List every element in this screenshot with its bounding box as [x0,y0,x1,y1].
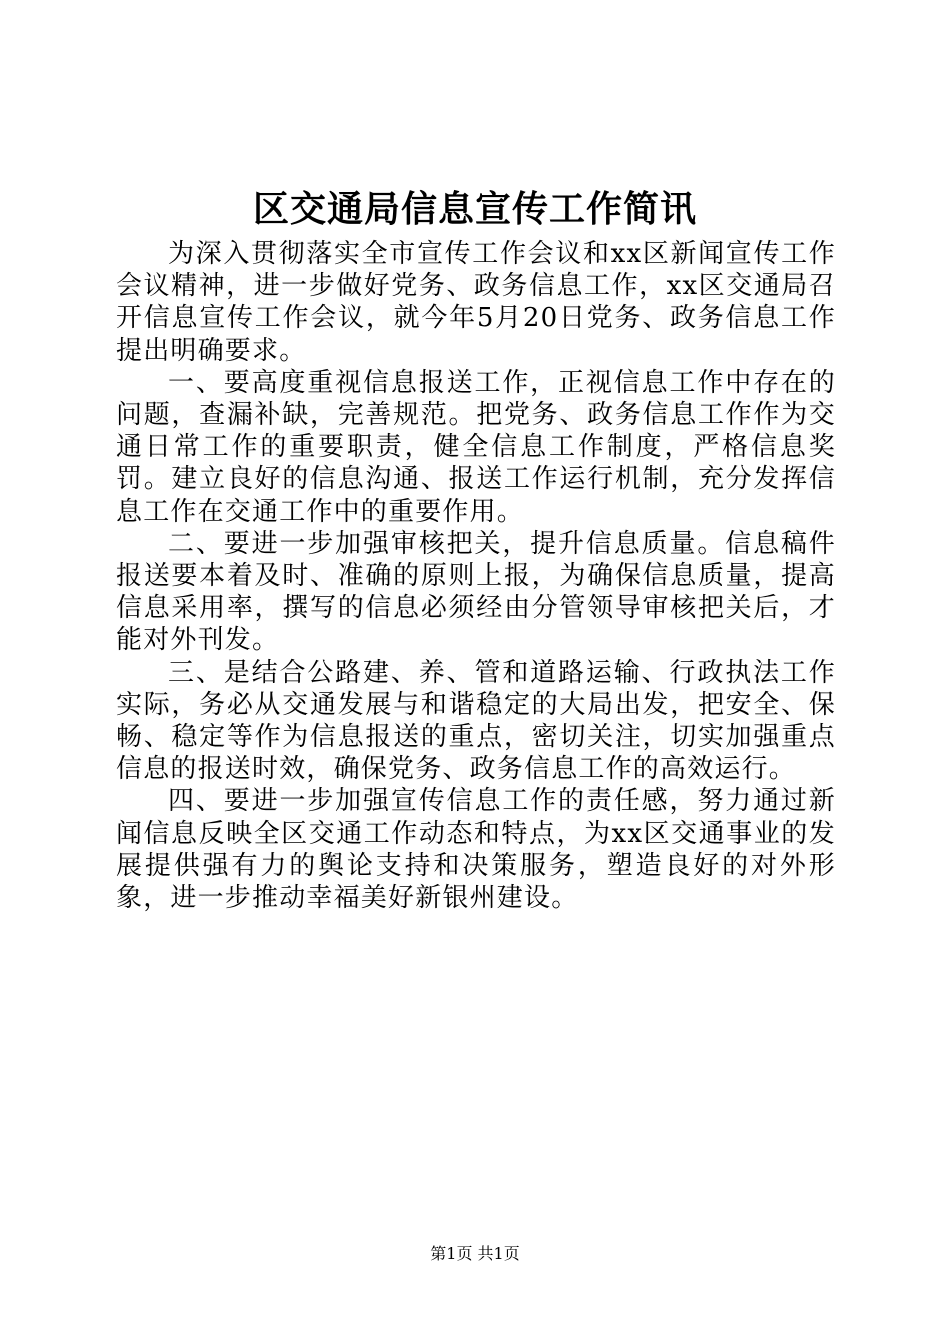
paragraph-point-2: 二、要进一步加强审核把关，提升信息质量。信息稿件报送要本着及时、准确的原则上报，为确保信息质量，提高信息采用率，撰写的信息必须经由分管领导审核把关后，才能对外刊发。 [116,528,836,656]
paragraph-intro: 为深入贯彻落实全市宣传工作会议和xx区新闻宣传工作会议精神，进一步做好党务、政务信息工作，xx区交通局召开信息宣传工作会议，就今年5月20日党务、政务信息工作提出明确要求。 [116,239,836,366]
document-body [116,238,836,914]
paragraph-point-4: 四、要进一步加强宣传信息工作的责任感，努力通过新闻信息反映全区交通工作动态和特点，为xx区交通事业的发展提供强有力的舆论支持和决策服务，塑造良好的对外形象，进一步推动幸福美好新银州建设。 [116,786,836,914]
page-footer: 第1页 共1页 [430,1244,520,1263]
paragraph-point-3: 三、是结合公路建、养、管和道路运输、行政执法工作实际，务必从交通发展与和谐稳定的大局出发，把安全、保畅、稳定等作为信息报送的重点，密切关注，切实加强重点信息的报送时效，确保党务、政务信息工作的高效运行。 [116,657,836,785]
paragraph-point-1: 一、要高度重视信息报送工作，正视信息工作中存在的问题，查漏补缺，完善规范。把党务、政务信息工作作为交通日常工作的重要职责，健全信息工作制度，严格信息奖罚。建立良好的信息沟通、报送工作运行机制，充分发挥信息工作在交通工作中的重要作用。 [116,367,836,527]
document-title: 区交通局信息宣传工作简讯 [252,188,697,230]
